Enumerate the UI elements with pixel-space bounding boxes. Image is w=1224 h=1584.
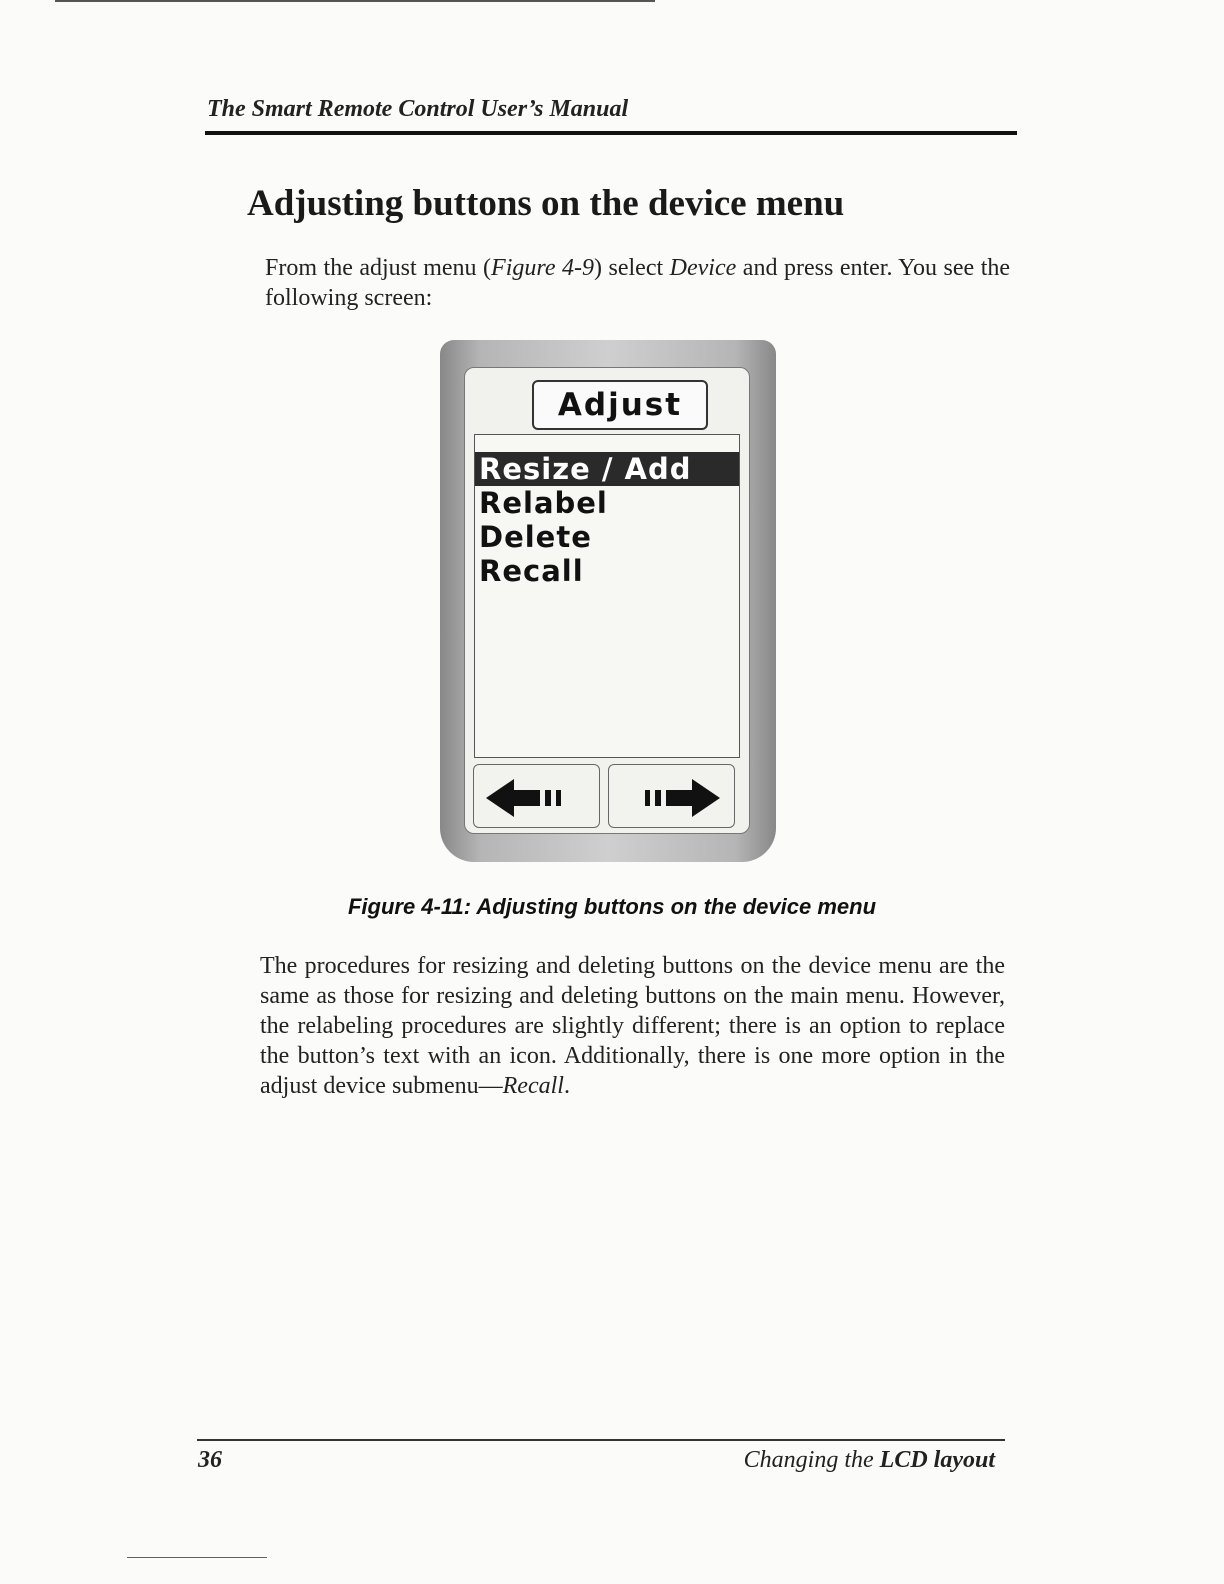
- intro-paragraph: [265, 253, 1010, 313]
- bottom-rule: [127, 1557, 267, 1558]
- intro-text: From the adjust menu (: [265, 255, 492, 281]
- menu-item-relabel[interactable]: Relabel: [479, 486, 608, 520]
- menu-item-recall[interactable]: Recall: [479, 554, 584, 588]
- footer-rule: [197, 1439, 1005, 1441]
- intro-text: and press enter. You see the following screen:: [265, 255, 1011, 311]
- section-heading: Adjusting buttons on the device menu: [247, 183, 845, 224]
- remote-device-illustration: [440, 340, 776, 862]
- body-text-end: .: [563, 1073, 570, 1099]
- forward-button[interactable]: [608, 764, 735, 828]
- left-arrow-icon: [474, 765, 599, 827]
- menu-item-resize-add[interactable]: Resize / Add: [475, 452, 739, 486]
- lcd-screen: [464, 367, 750, 834]
- figure-caption: Figure 4-11: Adjusting buttons on the device menu: [347, 894, 877, 919]
- device-term: Device: [669, 255, 737, 281]
- device-menu-list: [474, 434, 740, 758]
- back-button[interactable]: [473, 764, 600, 828]
- intro-text: ) select: [594, 255, 670, 281]
- running-header-title: The Smart Remote Control User’s Manual: [207, 96, 629, 122]
- figure-reference: Figure 4-9: [491, 255, 594, 281]
- page-number: 36: [198, 1447, 222, 1473]
- screen-title: Adjust: [532, 380, 708, 430]
- recall-term: Recall: [502, 1073, 564, 1099]
- top-rule: [55, 0, 655, 2]
- body-paragraph: [260, 951, 1005, 1101]
- right-arrow-icon: [609, 765, 734, 827]
- footer-chapter-title: [744, 1447, 995, 1474]
- chapter-prefix: Changing the: [743, 1447, 880, 1473]
- menu-item-delete[interactable]: Delete: [479, 520, 592, 554]
- chapter-bold: LCD layout: [879, 1447, 995, 1473]
- header-rule: [205, 131, 1017, 135]
- body-text: The procedures for resizing and deleting buttons on the device menu are the same as those for resizing and deleting buttons on the main menu. However, the relabeling procedures are slightly different; there is an option to replace the button’s text with an icon. Additionally, there is one more option in the adjust device submenu—: [260, 953, 1005, 1099]
